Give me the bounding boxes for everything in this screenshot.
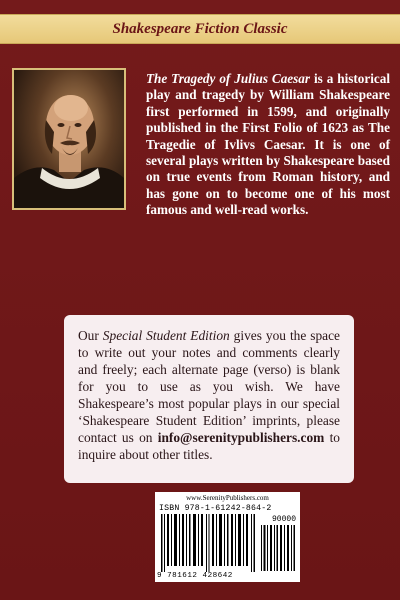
synopsis-body: is a historical play and tragedy by William Shakespeare first performed in 1599, and originally published in the First Folio of 1623 as The Tragedie of Ivlivs Caesar. It is one of several plays written by Shakespeare based on true events from Roman history, and has gone on to become one of his most famous and well-read works. [146,71,390,218]
student-edition-notice [64,315,354,483]
publisher-url: www.SerenityPublishers.com [186,494,269,502]
edition-name: Special Student Edition [102,328,230,343]
ean-barcode-icon [161,514,257,572]
series-banner [0,14,400,44]
notice-body: gives you the space to write out your notes and comments clearly and freely; each alternate page (verso) is blank for you to use as you wish. We have Shakespeare’s most popular plays in our special ‘Shakespeare Student Edition’ imprints, please contact us on [78,328,340,445]
isbn-number: ISBN 978-1-61242-864-2 [159,504,272,513]
price-addon-barcode-icon [261,525,295,571]
isbn-barcode-panel [155,492,300,582]
series-label: Shakespeare Fiction Classic [112,20,288,37]
contact-email-link[interactable]: info@serenitypublishers.com [157,430,325,445]
price-code: 90000 [271,515,296,524]
shakespeare-portrait-icon [12,68,126,210]
barcode-digits: 9 781612 428642 [157,572,233,580]
notice-tail: to inquire about other titles. [78,430,340,462]
play-title: The Tragedy of Julius Caesar [146,71,311,86]
notice-lead: Our [78,328,103,343]
synopsis-text [146,71,390,219]
